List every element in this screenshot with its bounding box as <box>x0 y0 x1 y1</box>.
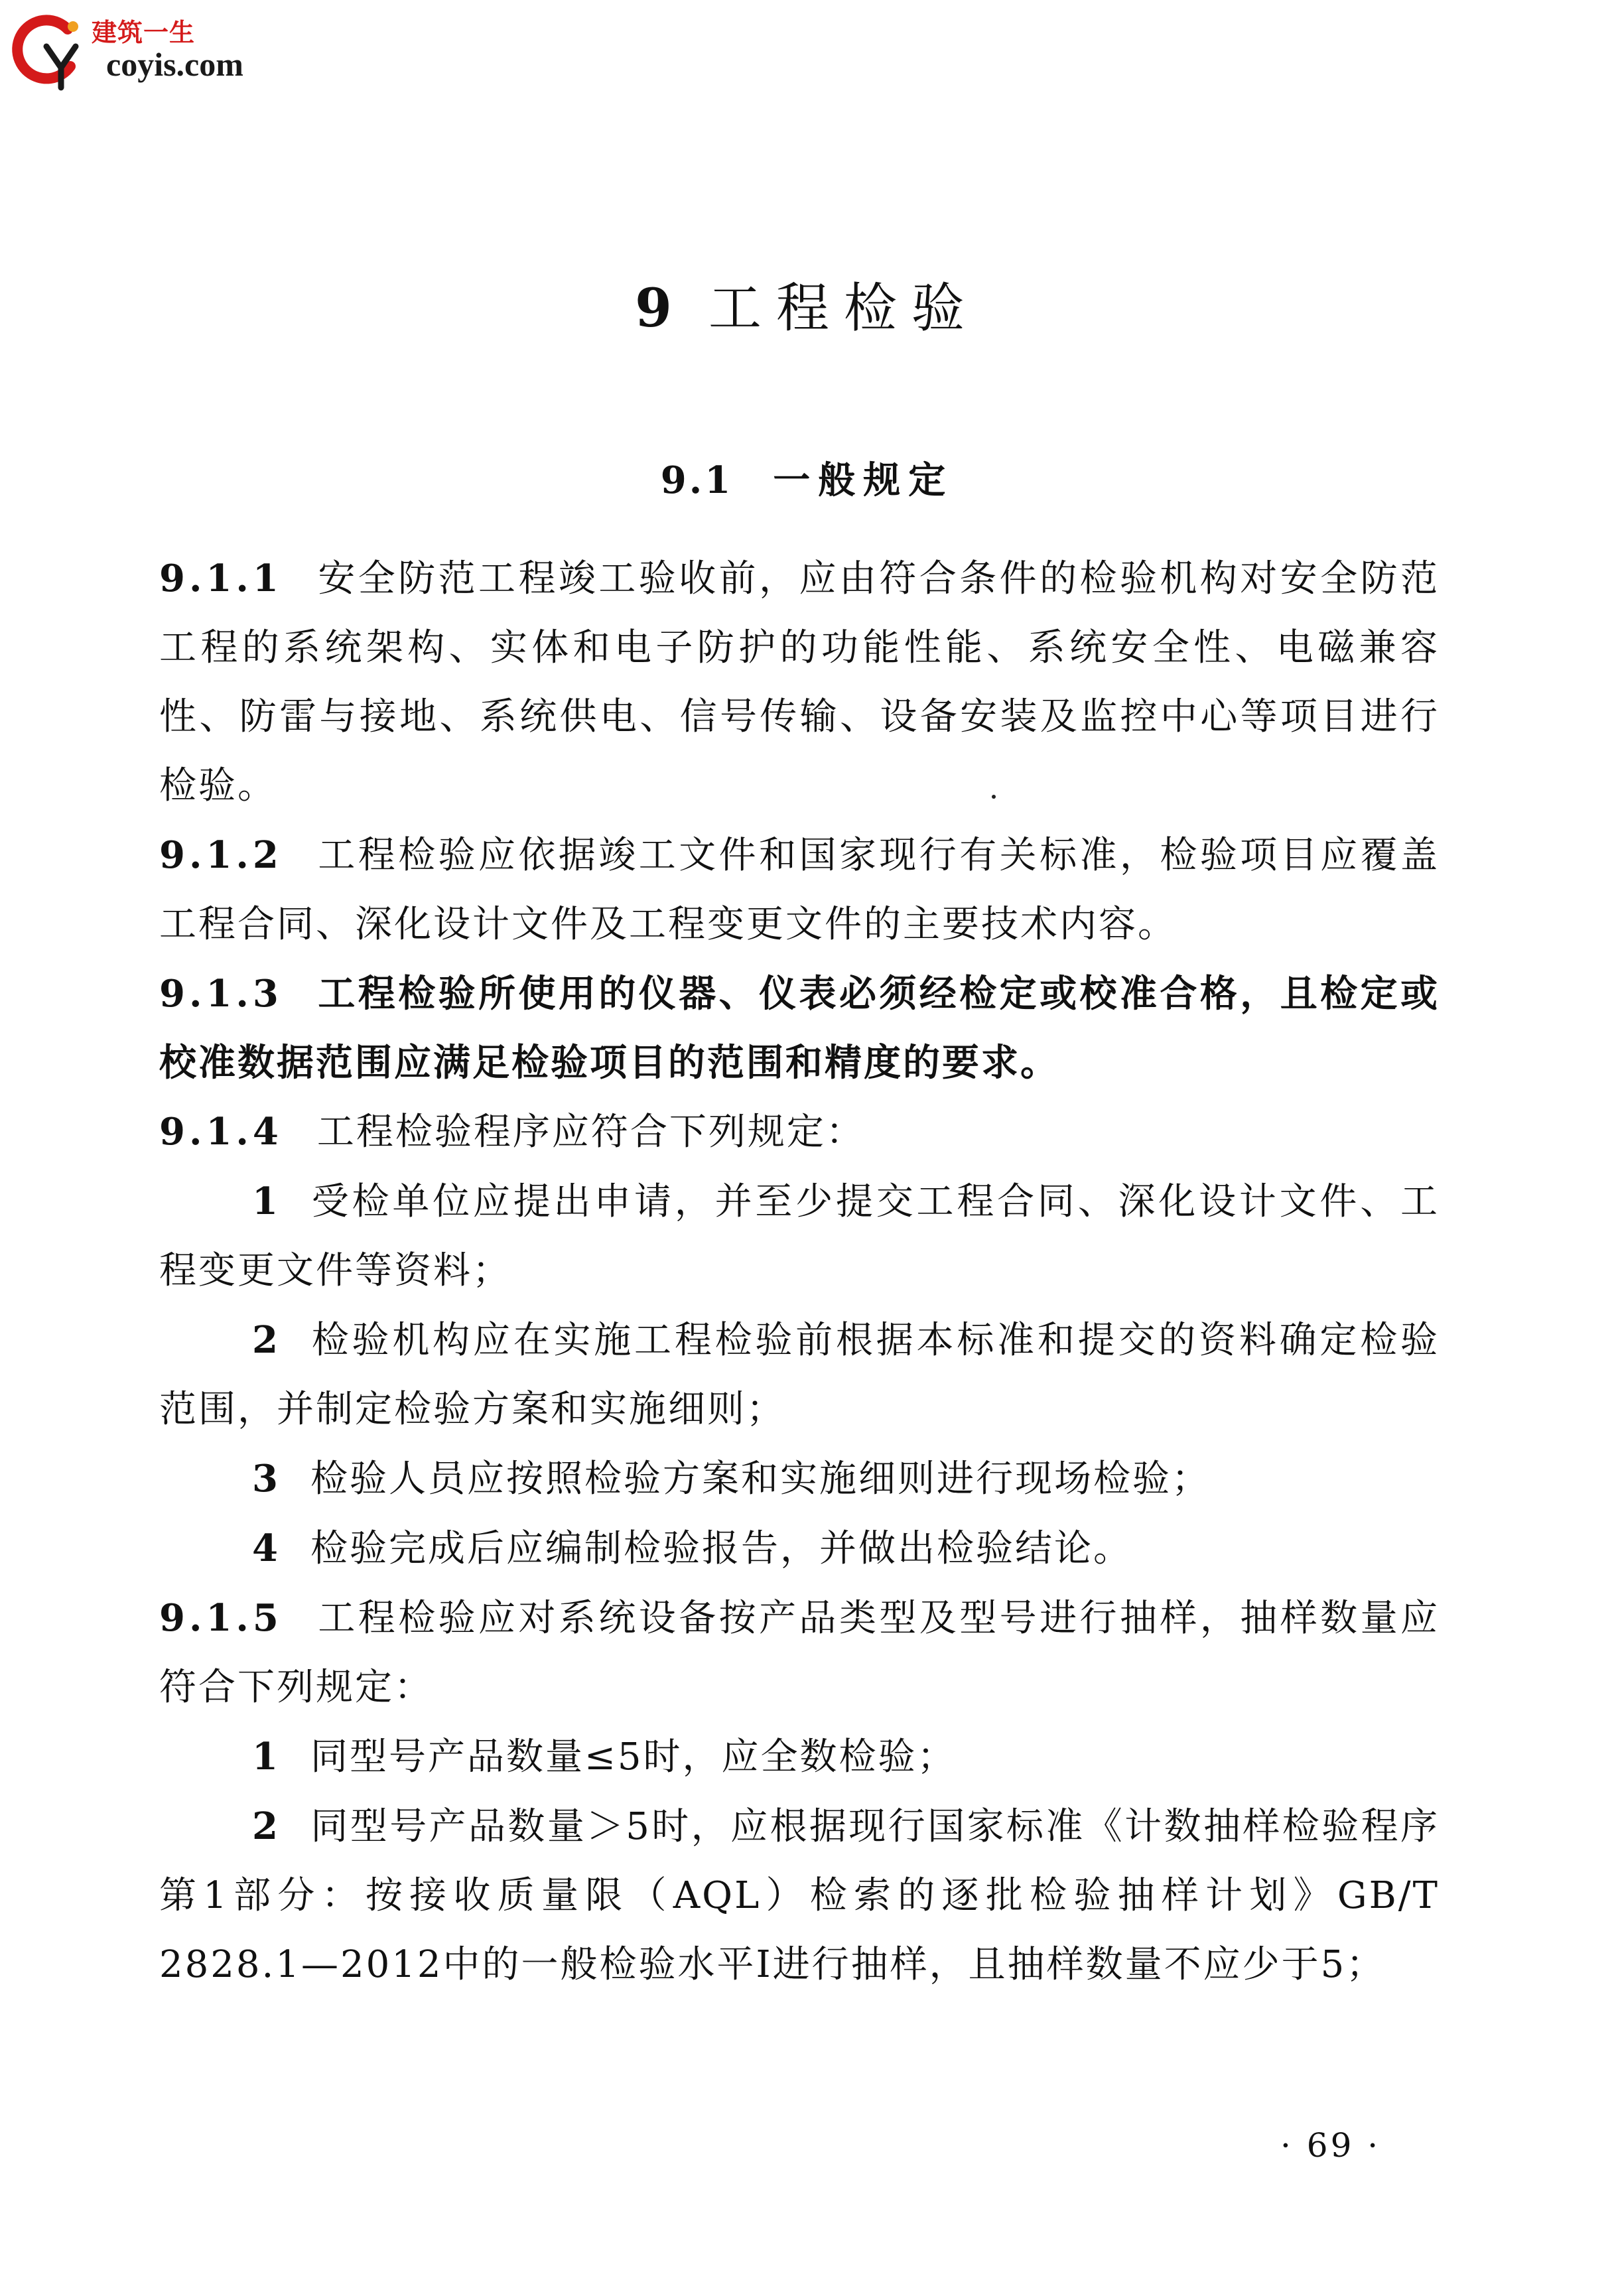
clause-number: 9.1.4 <box>159 1110 283 1154</box>
item-text: 检验人员应按照检验方案和实施细则进行现场检验； <box>310 1457 1211 1501</box>
item-number: 2 <box>252 1804 280 1848</box>
clause-9-1-5 <box>159 1584 1440 1722</box>
clause-number: 9.1.3 <box>159 972 283 1016</box>
chapter-number: 9 <box>635 277 672 339</box>
section-number: 9.1 <box>660 458 734 502</box>
item-text: 同型号产品数量＞5时，应根据现行国家标准《计数抽样检验程序 第1部分：按接收质量限（AQL）检索的逐批检验抽样计划》GB/T 2828.1—2012中的一般检验水平Ⅰ进行抽样，且抽样数量不应少于5； <box>159 1805 1479 1986</box>
item-number: 1 <box>252 1180 280 1223</box>
clause-number: 9.1.1 <box>159 557 283 600</box>
clause-number: 9.1.5 <box>159 1596 283 1640</box>
clause-9-1-5-item-1 <box>159 1722 1440 1792</box>
clause-9-1-4-item-2 <box>159 1306 1440 1444</box>
page-number: · 69 · <box>1280 2126 1381 2165</box>
watermark-logo <box>7 7 285 93</box>
clause-text: 工程检验应依据竣工文件和国家现行有关标准，检验项目应覆盖工程合同、深化设计文件及工程变更文件的主要技术内容。 <box>159 834 1440 946</box>
chapter-title <box>0 265 1614 342</box>
item-number: 3 <box>252 1457 280 1501</box>
clause-9-1-2 <box>159 821 1440 959</box>
section-title <box>0 451 1614 504</box>
item-number: 4 <box>252 1526 280 1570</box>
item-number: 2 <box>252 1318 280 1362</box>
clause-9-1-3 <box>159 959 1440 1097</box>
clause-text: 工程检验程序应符合下列规定： <box>316 1111 865 1154</box>
clause-9-1-1 <box>159 544 1440 821</box>
watermark-brand: 建筑一生 <box>92 18 196 47</box>
document-body <box>159 544 1479 1999</box>
clause-9-1-5-item-2 <box>159 1792 1479 1999</box>
item-text: 同型号产品数量≤5时，应全数检验； <box>310 1735 957 1779</box>
item-text: 检验机构应在实施工程检验前根据本标准和提交的资料确定检验范围，并制定检验方案和实施细则； <box>159 1319 1440 1431</box>
clause-9-1-4 <box>159 1097 1440 1167</box>
clause-text: 工程检验所使用的仪器、仪表必须经检定或校准合格，且检定或校准数据范围应满足检验项目的范围和精度的要求。 <box>159 972 1440 1085</box>
clause-text: 安全防范工程竣工验收前，应由符合条件的检验机构对安全防范工程的系统架构、实体和电子防护的功能性能、系统安全性、电磁兼容性、防雷与接地、系统供电、信号传输、设备安装及监控中心等项目进行检验。 <box>159 557 1440 807</box>
item-number: 1 <box>252 1735 280 1779</box>
cy-logo-icon <box>7 7 93 93</box>
section-name: 一般规定 <box>773 458 954 502</box>
watermark-url: coyis.com <box>106 46 243 83</box>
clause-9-1-4-item-4 <box>159 1514 1440 1584</box>
item-text: 检验完成后应编制检验报告，并做出检验结论。 <box>310 1527 1132 1570</box>
clause-number: 9.1.2 <box>159 833 283 877</box>
clause-9-1-4-item-3 <box>159 1444 1440 1514</box>
chapter-name: 工程检验 <box>708 277 979 339</box>
clause-text: 工程检验应对系统设备按产品类型及型号进行抽样，抽样数量应符合下列规定： <box>159 1597 1440 1709</box>
clause-9-1-4-item-1 <box>159 1167 1440 1306</box>
item-text: 受检单位应提出申请，并至少提交工程合同、深化设计文件、工程变更文件等资料； <box>159 1180 1440 1292</box>
